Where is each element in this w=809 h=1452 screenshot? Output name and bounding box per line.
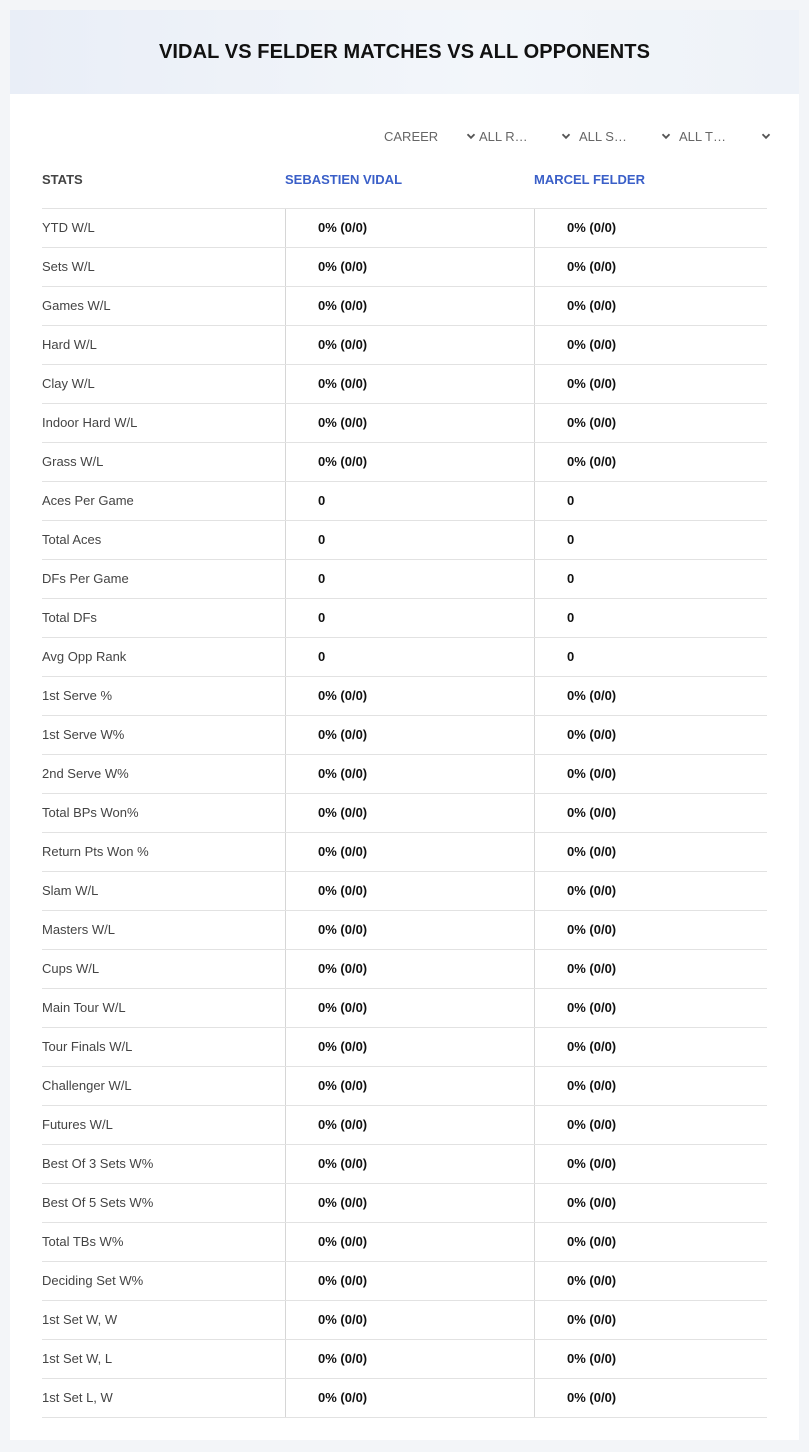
player1-value: 0 (285, 599, 534, 637)
stat-label: Challenger W/L (42, 1078, 132, 1093)
player2-value: 0 (534, 482, 767, 520)
player2-value: 0% (0/0) (534, 677, 767, 715)
stat-label: Main Tour W/L (42, 1000, 126, 1015)
table-row (42, 1379, 767, 1418)
player2-value: 0% (0/0) (534, 1340, 767, 1378)
player1-value: 0% (0/0) (285, 1028, 534, 1066)
player1-value: 0% (0/0) (285, 248, 534, 286)
filter-label: ALL T… (679, 128, 726, 144)
player2-value: 0% (0/0) (534, 248, 767, 286)
player2-value: 0% (0/0) (534, 1106, 767, 1144)
filter-label: ALL R… (479, 128, 528, 144)
player2-value: 0% (0/0) (534, 989, 767, 1027)
table-row (42, 872, 767, 911)
player1-value: 0% (0/0) (285, 716, 534, 754)
player2-value: 0% (0/0) (534, 1145, 767, 1183)
stat-label: YTD W/L (42, 220, 95, 235)
stat-label: Total Aces (42, 532, 102, 547)
table-row (42, 1301, 767, 1340)
table-row (42, 638, 767, 677)
player2-value: 0% (0/0) (534, 1028, 767, 1066)
stat-label: Games W/L (42, 298, 111, 313)
table-row (42, 794, 767, 833)
player1-value: 0% (0/0) (285, 287, 534, 325)
player2-value: 0% (0/0) (534, 443, 767, 481)
chevron-down-icon (761, 131, 771, 141)
table-row (42, 560, 767, 599)
table-row (42, 950, 767, 989)
player2-value: 0% (0/0) (534, 326, 767, 364)
player2-value: 0% (0/0) (534, 365, 767, 403)
table-row (42, 287, 767, 326)
table-row (42, 1340, 767, 1379)
player1-value: 0% (0/0) (285, 1262, 534, 1300)
tournament-filter-select[interactable] (679, 126, 771, 146)
stat-label: Slam W/L (42, 883, 99, 898)
table-row (42, 677, 767, 716)
stat-label: Return Pts Won % (42, 844, 149, 859)
stat-label: Total BPs Won% (42, 805, 139, 820)
stat-label: 1st Set L, W (42, 1390, 113, 1405)
player2-value: 0% (0/0) (534, 209, 767, 247)
player1-value: 0% (0/0) (285, 443, 534, 481)
player2-value: 0% (0/0) (534, 833, 767, 871)
filter-label: CAREER (384, 128, 439, 144)
player2-value: 0% (0/0) (534, 1223, 767, 1261)
stat-label: Tour Finals W/L (42, 1039, 133, 1054)
table-row (42, 326, 767, 365)
player1-value: 0% (0/0) (285, 794, 534, 832)
chevron-down-icon (466, 131, 476, 141)
player1-value: 0 (285, 560, 534, 598)
career-filter-select[interactable] (384, 126, 476, 146)
player1-value: 0% (0/0) (285, 1301, 534, 1339)
table-row (42, 989, 767, 1028)
table-row (42, 1067, 767, 1106)
table-row (42, 755, 767, 794)
stats-card (10, 10, 799, 1440)
page-title: VIDAL VS FELDER MATCHES VS ALL OPPONENTS (158, 40, 651, 63)
player2-value: 0 (534, 599, 767, 637)
player1-value: 0 (285, 638, 534, 676)
player1-value: 0% (0/0) (285, 326, 534, 364)
player1-value: 0% (0/0) (285, 209, 534, 247)
player2-value: 0 (534, 638, 767, 676)
player2-value: 0 (534, 521, 767, 559)
table-row (42, 482, 767, 521)
player2-value: 0% (0/0) (534, 872, 767, 910)
player1-value: 0% (0/0) (285, 1184, 534, 1222)
stat-label: Futures W/L (42, 1117, 113, 1132)
round-filter-select[interactable] (479, 126, 571, 146)
surface-filter-select[interactable] (579, 126, 671, 146)
player1-value: 0% (0/0) (285, 911, 534, 949)
table-row (42, 404, 767, 443)
stat-label: 2nd Serve W% (42, 766, 129, 781)
stat-label: 1st Set W, L (42, 1351, 113, 1366)
player1-value: 0% (0/0) (285, 1067, 534, 1105)
table-row (42, 1028, 767, 1067)
player1-value: 0% (0/0) (285, 1379, 534, 1417)
player2-value: 0% (0/0) (534, 1379, 767, 1417)
stat-label: Aces Per Game (42, 493, 134, 508)
player2-value: 0% (0/0) (534, 755, 767, 793)
player2-value: 0% (0/0) (534, 716, 767, 754)
player1-value: 0% (0/0) (285, 833, 534, 871)
page-header (10, 10, 799, 94)
stat-label: Cups W/L (42, 961, 100, 976)
player2-value: 0% (0/0) (534, 404, 767, 442)
table-row (42, 248, 767, 287)
table-row (42, 1145, 767, 1184)
player2-value: 0% (0/0) (534, 911, 767, 949)
stat-label: Masters W/L (42, 922, 115, 937)
table-row (42, 209, 767, 248)
stat-label: Indoor Hard W/L (42, 415, 138, 430)
player2-value: 0% (0/0) (534, 1262, 767, 1300)
stats-table (42, 208, 767, 1418)
player1-value: 0% (0/0) (285, 1223, 534, 1261)
player2-value: 0% (0/0) (534, 1184, 767, 1222)
player2-value: 0% (0/0) (534, 794, 767, 832)
player1-value: 0 (285, 482, 534, 520)
player2-value: 0% (0/0) (534, 950, 767, 988)
stat-label: Total DFs (42, 610, 97, 625)
stat-label: Total TBs W% (42, 1234, 124, 1249)
player2-value: 0% (0/0) (534, 1301, 767, 1339)
table-row (42, 911, 767, 950)
player1-value: 0% (0/0) (285, 755, 534, 793)
player2-value: 0% (0/0) (534, 1067, 767, 1105)
table-row (42, 521, 767, 560)
filter-label: ALL S… (579, 128, 627, 144)
player2-value: 0% (0/0) (534, 287, 767, 325)
table-row (42, 1184, 767, 1223)
stat-label: Best Of 3 Sets W% (42, 1156, 154, 1171)
table-header (42, 168, 767, 208)
stat-label: Sets W/L (42, 259, 95, 274)
filter-bar (10, 126, 799, 146)
table-row (42, 1223, 767, 1262)
table-row (42, 833, 767, 872)
stat-label: 1st Serve % (42, 688, 113, 703)
player1-value: 0 (285, 521, 534, 559)
player1-value: 0% (0/0) (285, 989, 534, 1027)
stat-label: Avg Opp Rank (42, 649, 127, 664)
player1-value: 0% (0/0) (285, 677, 534, 715)
stat-label: Deciding Set W% (42, 1273, 144, 1288)
table-row (42, 443, 767, 482)
player1-value: 0% (0/0) (285, 950, 534, 988)
stat-label: DFs Per Game (42, 571, 129, 586)
player2-link[interactable]: MARCEL FELDER (534, 172, 645, 187)
chevron-down-icon (661, 131, 671, 141)
player1-value: 0% (0/0) (285, 365, 534, 403)
stat-label: Best Of 5 Sets W% (42, 1195, 154, 1210)
player1-value: 0% (0/0) (285, 404, 534, 442)
chevron-down-icon (561, 131, 571, 141)
player1-value: 0% (0/0) (285, 1106, 534, 1144)
stat-label: Clay W/L (42, 376, 95, 391)
stats-column-header: STATS (42, 172, 83, 187)
player1-value: 0% (0/0) (285, 872, 534, 910)
table-row (42, 1106, 767, 1145)
table-row (42, 1262, 767, 1301)
table-row (42, 716, 767, 755)
stat-label: 1st Serve W% (42, 727, 125, 742)
table-row (42, 599, 767, 638)
player1-value: 0% (0/0) (285, 1340, 534, 1378)
stat-label: Grass W/L (42, 454, 104, 469)
player2-value: 0 (534, 560, 767, 598)
stat-label: Hard W/L (42, 337, 97, 352)
player1-link[interactable]: SEBASTIEN VIDAL (285, 172, 403, 187)
player1-value: 0% (0/0) (285, 1145, 534, 1183)
table-row (42, 365, 767, 404)
stat-label: 1st Set W, W (42, 1312, 118, 1327)
